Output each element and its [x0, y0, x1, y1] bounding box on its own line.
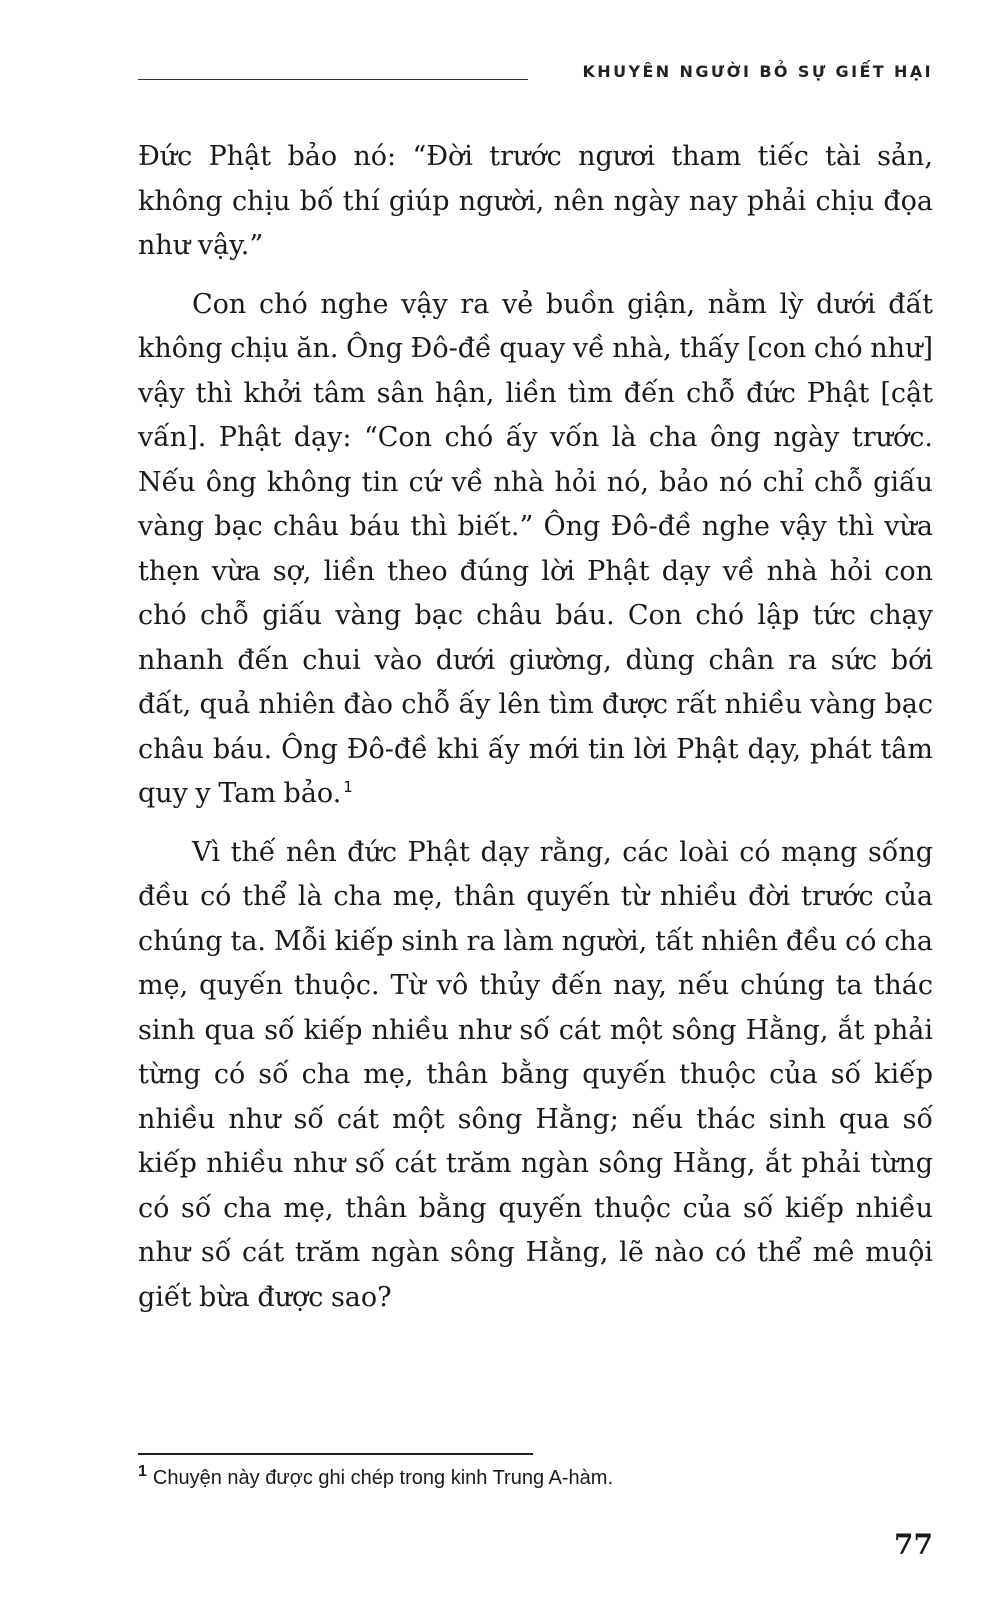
- running-header: [138, 60, 933, 90]
- page-number: 77: [894, 1528, 933, 1561]
- running-title: KHUYÊN NGƯỜI BỎ SỰ GIẾT HẠI: [582, 62, 933, 81]
- paragraph-2-text: Con chó nghe vậy ra vẻ buồn giận, nằm lỳ dưới đất không chịu ăn. Ông Đô-đề quay về nhà, thấy [con chó như] vậy thì khởi tâm sân hận, liền tìm đến chỗ đức Phật [cật vấn]. Phật dạy: “Con chó ấy vốn là cha ông ngày trước. Nếu ông không tin cứ về nhà hỏi nó, bảo nó chỉ chỗ giấu vàng bạc châu báu thì biết.” Ông Đô-đề nghe vậy thì vừa thẹn vừa sợ, liền theo đúng lời Phật dạy về nhà hỏi con chó chỗ giấu vàng bạc châu báu. Con chó lập tức chạy nhanh đến chui vào dưới giường, dùng chân ra sức bới đất, quả nhiên đào chỗ ấy lên tìm được rất nhiều vàng bạc châu báu. Ông Đô-đề khi ấy mới tin lời Phật dạy, phát tâm quy y Tam bảo.: [138, 288, 933, 809]
- body-text: [138, 135, 933, 1334]
- footnote-text: Chuyện này được ghi chép trong kinh Trung A-hàm.: [152, 1467, 614, 1489]
- paragraph-1: Đức Phật bảo nó: “Đời trước ngươi tham tiếc tài sản, không chịu bố thí giúp người, nên ngày nay phải chịu đọa như vậy.”: [138, 141, 933, 261]
- footnote: [138, 1463, 933, 1490]
- footnote-mark: 1: [138, 1463, 147, 1481]
- header-rule: [138, 79, 528, 80]
- footnote-reference: 1: [343, 778, 353, 796]
- paragraph-3: Vì thế nên đức Phật dạy rằng, các loài có mạng sống đều có thể là cha mẹ, thân quyến từ nhiều đời trước của chúng ta. Mỗi kiếp sinh ra làm người, tất nhiên đều có cha mẹ, quyến thuộc. Từ vô thủy đến nay, nếu chúng ta thác sinh qua số kiếp nhiều như số cát một sông Hằng, ắt phải từng có số cha mẹ, thân bằng quyến thuộc của số kiếp nhiều như số cát một sông Hằng; nếu thác sinh qua số kiếp nhiều như số cát trăm ngàn sông Hằng, ắt phải từng có số cha mẹ, thân bằng quyến thuộc của số kiếp nhiều như số cát trăm ngàn sông Hằng, lẽ nào có thể mê muội giết bừa được sao?: [138, 836, 933, 1313]
- paragraph-2: [138, 283, 933, 817]
- footnote-rule: [138, 1453, 533, 1455]
